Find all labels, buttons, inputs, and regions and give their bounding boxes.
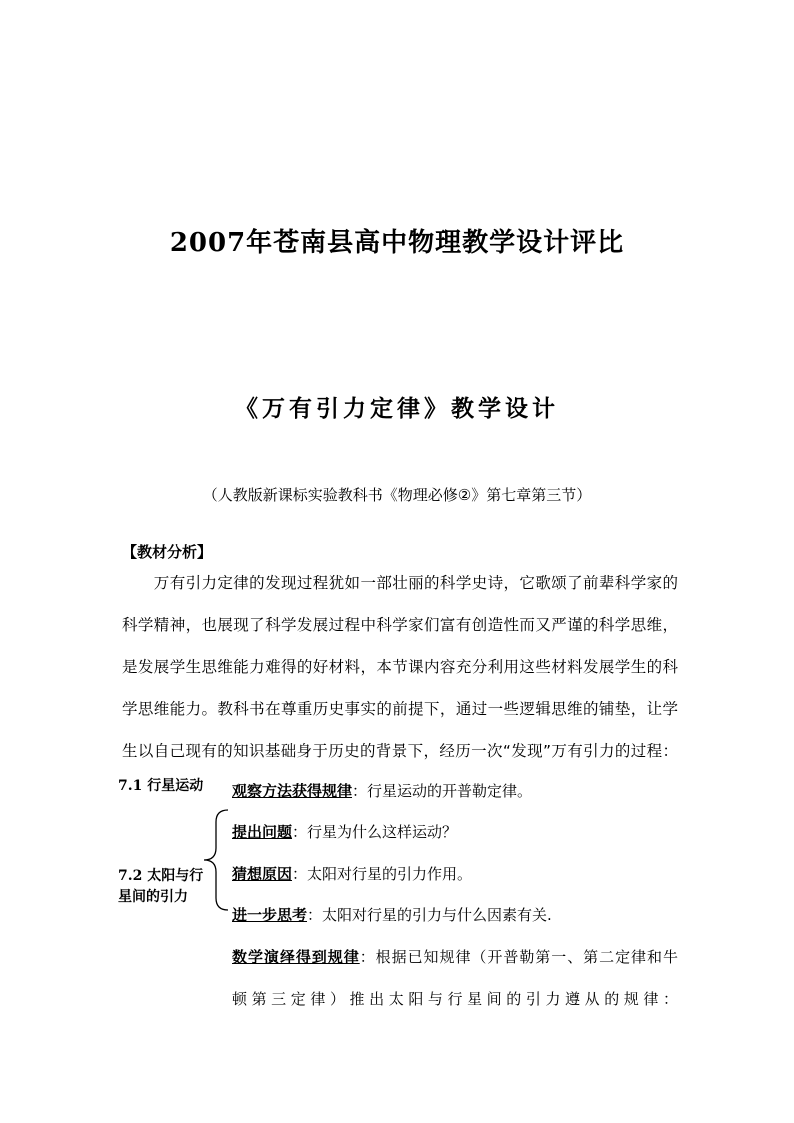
outline-item-text: ：行星运动的开普勒定律。 [352, 782, 533, 800]
outline-item-text: ：太阳对行星的引力与什么因素有关. [307, 906, 552, 924]
paragraph-line: 万有引力定律的发现过程犹如一部壮丽的科学史诗，它歌颂了前辈科学家的 [122, 574, 678, 592]
outline-item [232, 904, 552, 925]
paragraph-line: 科学精神，也展现了科学发展过程中科学家们富有创造性而又严谨的科学思维， [122, 616, 678, 634]
edition-note: （人教版新课标实验教科书《物理必修②》第七章第三节） [202, 486, 592, 504]
section-label-7-1: 7.1 行星运动 [118, 778, 204, 794]
paragraph-line: 是发展学生思维能力难得的好材料，本节课内容充分利用这些材料发展学生的科 [122, 658, 678, 676]
paragraph-line: 学思维能力。教科书在尊重历史事实的前提下，通过一些逻辑思维的铺垫，让学 [122, 700, 678, 718]
lesson-title: 《万有引力定律》教学设计 [235, 395, 559, 422]
paragraph-line: 生以自己现有的知识基础身于历史的背景下，经历一次“发现”万有引力的过程： [122, 742, 678, 760]
outline-item-key: 提出问题 [232, 823, 293, 841]
outline-item [232, 863, 472, 884]
deduction-line-2: 顿第三定律）推出太阳与行星间的引力遵从的规律： [232, 990, 678, 1008]
outline-item-text: ：根据已知规律（开普勒第一、第二定律和牛 [359, 948, 678, 966]
outline-item [232, 821, 457, 842]
outline-item-text: ：太阳对行星的引力作用。 [292, 865, 473, 883]
outline-item [232, 780, 532, 801]
outline-item-key: 猜想原因 [232, 865, 293, 883]
section-heading: 【教材分析】 [122, 543, 213, 561]
outline-item-key: 进一步思考 [232, 906, 308, 924]
section-label-7-2-line1: 7.2 太阳与行 [118, 868, 204, 884]
outline-item-key: 观察方法获得规律 [232, 782, 353, 800]
outline-item-text: ：行星为什么这样运动？ [292, 823, 458, 841]
deduction-line [232, 946, 678, 967]
section-label-7-2-line2: 星间的引力 [118, 889, 188, 905]
document-title: 2007年苍南县高中物理教学设计评比 [169, 228, 625, 258]
curly-brace-icon [200, 808, 232, 912]
outline-item-key: 数学演绎得到规律 [232, 948, 360, 966]
